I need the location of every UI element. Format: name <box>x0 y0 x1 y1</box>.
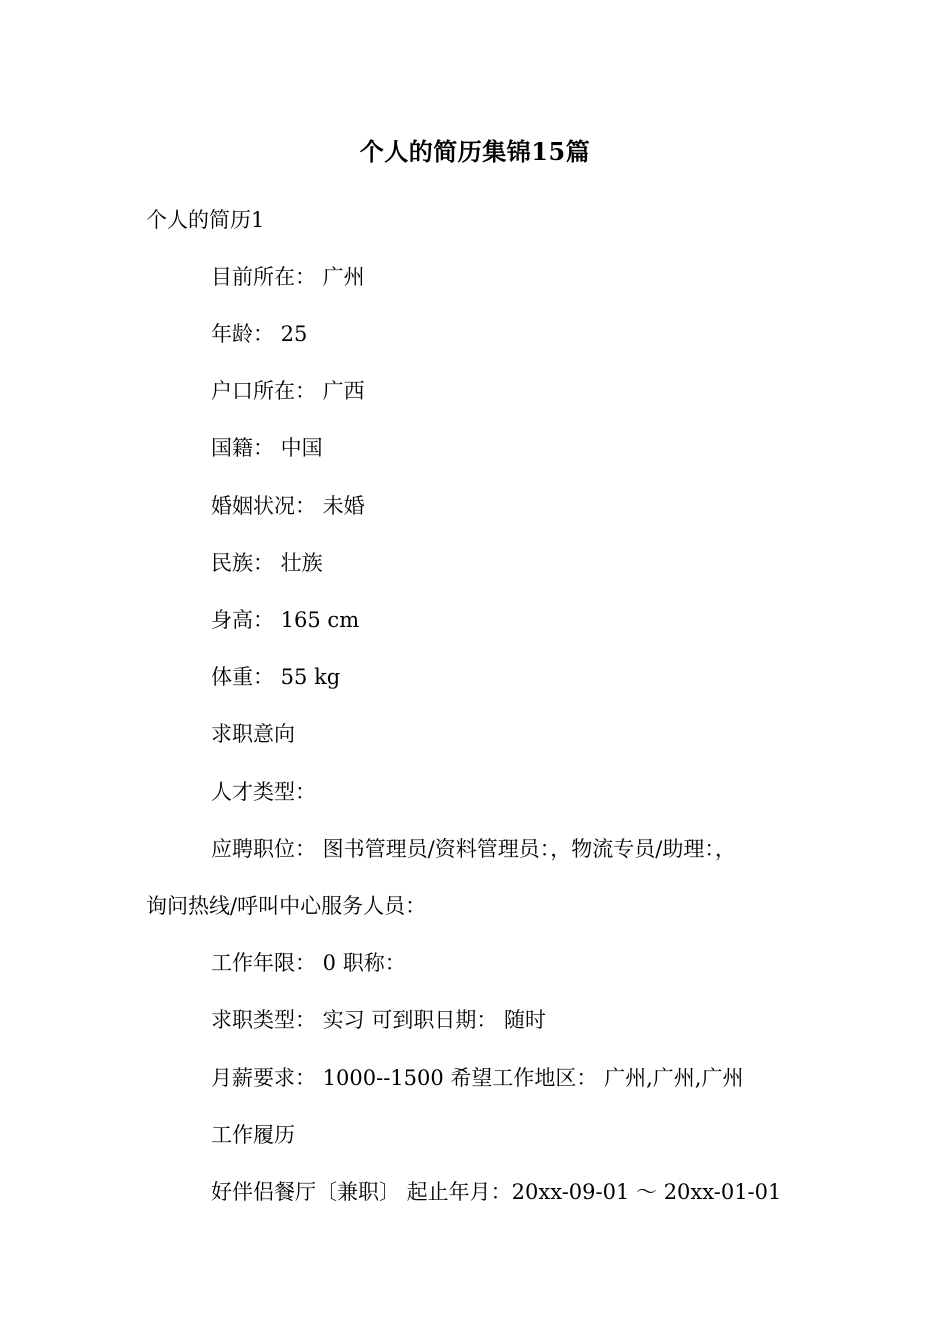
subheading-work-history: 工作履历 <box>211 1123 295 1147</box>
subheading-job-intention: 求职意向 <box>211 722 295 746</box>
section-heading: 个人的简历1 <box>146 208 265 232</box>
field-weight: 体重： 55 kg <box>211 665 341 689</box>
field-talent-type: 人才类型： <box>211 780 316 804</box>
field-work-years: 工作年限： 0 职称： <box>211 951 406 975</box>
field-height: 身高： 165 cm <box>211 608 360 632</box>
document-title: 个人的简历集锦15篇 <box>359 137 591 166</box>
field-household-registration: 户口所在： 广西 <box>211 379 365 403</box>
field-nationality: 国籍： 中国 <box>211 436 323 460</box>
field-marital-status: 婚姻状况： 未婚 <box>211 494 365 518</box>
field-applied-positions: 应聘职位： 图书管理员/资料管理员：，物流专员/助理：， <box>211 837 736 861</box>
work-history-entry: 好伴侣餐厅〔兼职〕 起止年月：20xx-09-01 ～ 20xx-01-01 <box>211 1180 782 1204</box>
field-ethnicity: 民族： 壮族 <box>211 551 323 575</box>
field-salary-expectation: 月薪要求： 1000--1500 希望工作地区： 广州,广州,广州 <box>211 1066 744 1090</box>
field-applied-positions-continued: 询问热线/呼叫中心服务人员： <box>146 894 427 918</box>
field-job-type: 求职类型： 实习 可到职日期： 随时 <box>211 1008 547 1032</box>
field-age: 年龄： 25 <box>211 322 308 346</box>
field-current-location: 目前所在： 广州 <box>211 265 365 289</box>
